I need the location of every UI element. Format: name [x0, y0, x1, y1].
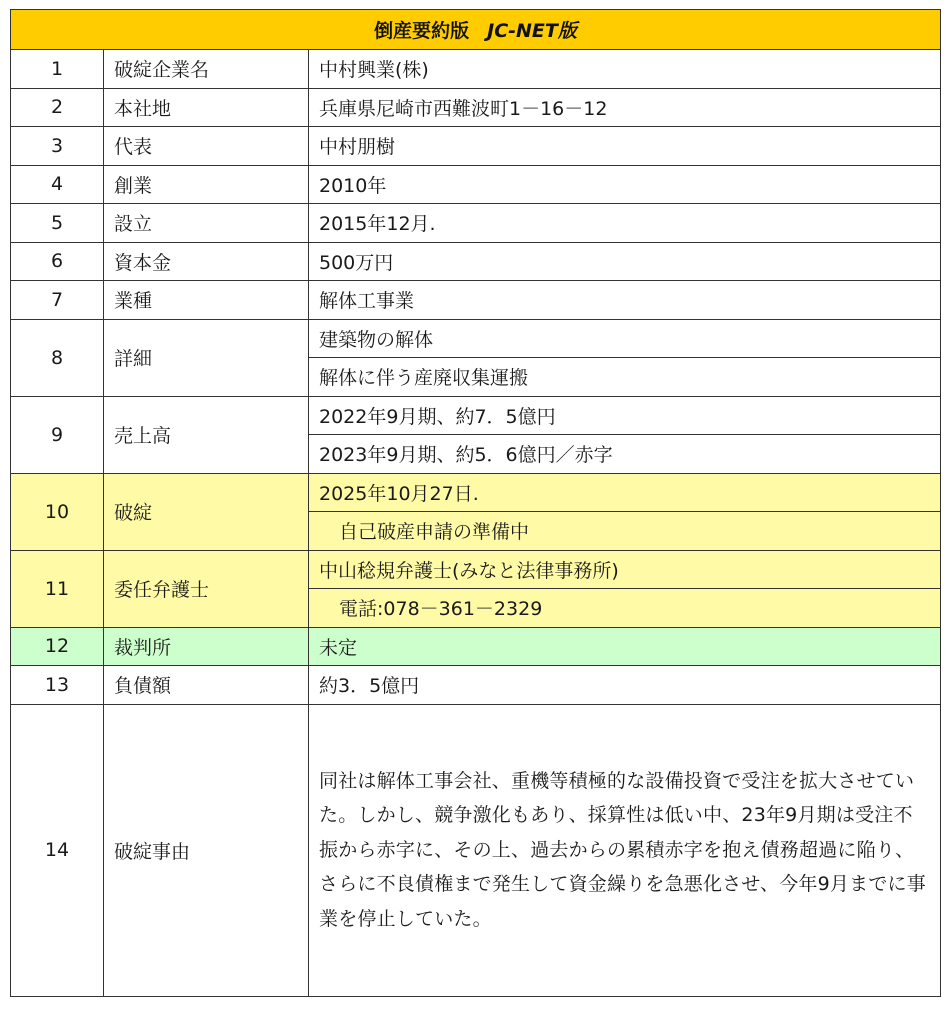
- row-label: 業種: [104, 281, 309, 320]
- row-value: 兵庫県尼崎市西難波町1－16－12: [309, 88, 941, 127]
- row-value: 建築物の解体: [309, 319, 941, 358]
- row-value: 2025年10月27日.: [309, 473, 941, 512]
- table-row-highlighted: [11, 550, 941, 589]
- row-value: 2010年: [309, 165, 941, 204]
- table-row: [11, 319, 941, 358]
- row-label: 破綻企業名: [104, 50, 309, 89]
- row-label: 破綻事由: [104, 704, 309, 996]
- row-value: 約3．5億円: [309, 666, 941, 705]
- title-text: 倒産要約版: [374, 20, 470, 42]
- row-label: 売上高: [104, 396, 309, 473]
- table-row: [11, 165, 941, 204]
- row-number: 6: [11, 242, 104, 281]
- row-value: 自己破産申請の準備中: [309, 512, 941, 551]
- row-value: 未定: [309, 627, 941, 666]
- row-label: 委任弁護士: [104, 550, 309, 627]
- table-row: [11, 50, 941, 89]
- row-number: 12: [11, 627, 104, 666]
- row-label: 資本金: [104, 242, 309, 281]
- row-number: 4: [11, 165, 104, 204]
- table-row: [11, 666, 941, 705]
- row-value: 中村興業(株): [309, 50, 941, 89]
- row-value: 500万円: [309, 242, 941, 281]
- row-number: 10: [11, 473, 104, 550]
- row-number: 3: [11, 127, 104, 166]
- row-value: 2015年12月.: [309, 204, 941, 243]
- row-number: 14: [11, 704, 104, 996]
- row-value: 電話:078－361－2329: [309, 589, 941, 628]
- row-number: 8: [11, 319, 104, 396]
- bankruptcy-summary-table: [10, 9, 941, 997]
- row-number: 11: [11, 550, 104, 627]
- brand-text: JC-NET版: [487, 20, 577, 42]
- row-value: 2022年9月期、約7．5億円: [309, 396, 941, 435]
- row-label: 設立: [104, 204, 309, 243]
- row-number: 5: [11, 204, 104, 243]
- row-value: 中村朋樹: [309, 127, 941, 166]
- table-row: [11, 127, 941, 166]
- table-row: [11, 242, 941, 281]
- row-value: 中山稔規弁護士(みなと法律事務所): [309, 550, 941, 589]
- table-row: [11, 88, 941, 127]
- row-label: 裁判所: [104, 627, 309, 666]
- row-label: 創業: [104, 165, 309, 204]
- row-label: 負債額: [104, 666, 309, 705]
- bankruptcy-reason-text: 同社は解体工事会社、重機等積極的な設備投資で受注を拡大させていた。しかし、競争激化もあり、採算性は低い中、23年9月期は受注不振から赤字に、その上、過去からの累積赤字を抱え債務超過に陥り、さらに不良債権まで発生して資金繰りを急悪化させ、今年9月までに事業を停止していた。: [309, 704, 941, 996]
- table-row: [11, 281, 941, 320]
- row-number: 1: [11, 50, 104, 89]
- table-row-highlighted: [11, 473, 941, 512]
- row-label: 代表: [104, 127, 309, 166]
- row-value: 解体に伴う産廃収集運搬: [309, 358, 941, 397]
- row-label: 本社地: [104, 88, 309, 127]
- row-label: 詳細: [104, 319, 309, 396]
- row-value: 2023年9月期、約5．6億円／赤字: [309, 435, 941, 474]
- row-number: 9: [11, 396, 104, 473]
- table-row: [11, 396, 941, 435]
- row-number: 7: [11, 281, 104, 320]
- table-title: [11, 10, 941, 50]
- row-number: 13: [11, 666, 104, 705]
- row-value: 解体工事業: [309, 281, 941, 320]
- row-number: 2: [11, 88, 104, 127]
- table-row: [11, 704, 941, 996]
- row-label: 破綻: [104, 473, 309, 550]
- table-row-highlighted: [11, 627, 941, 666]
- table-row: [11, 204, 941, 243]
